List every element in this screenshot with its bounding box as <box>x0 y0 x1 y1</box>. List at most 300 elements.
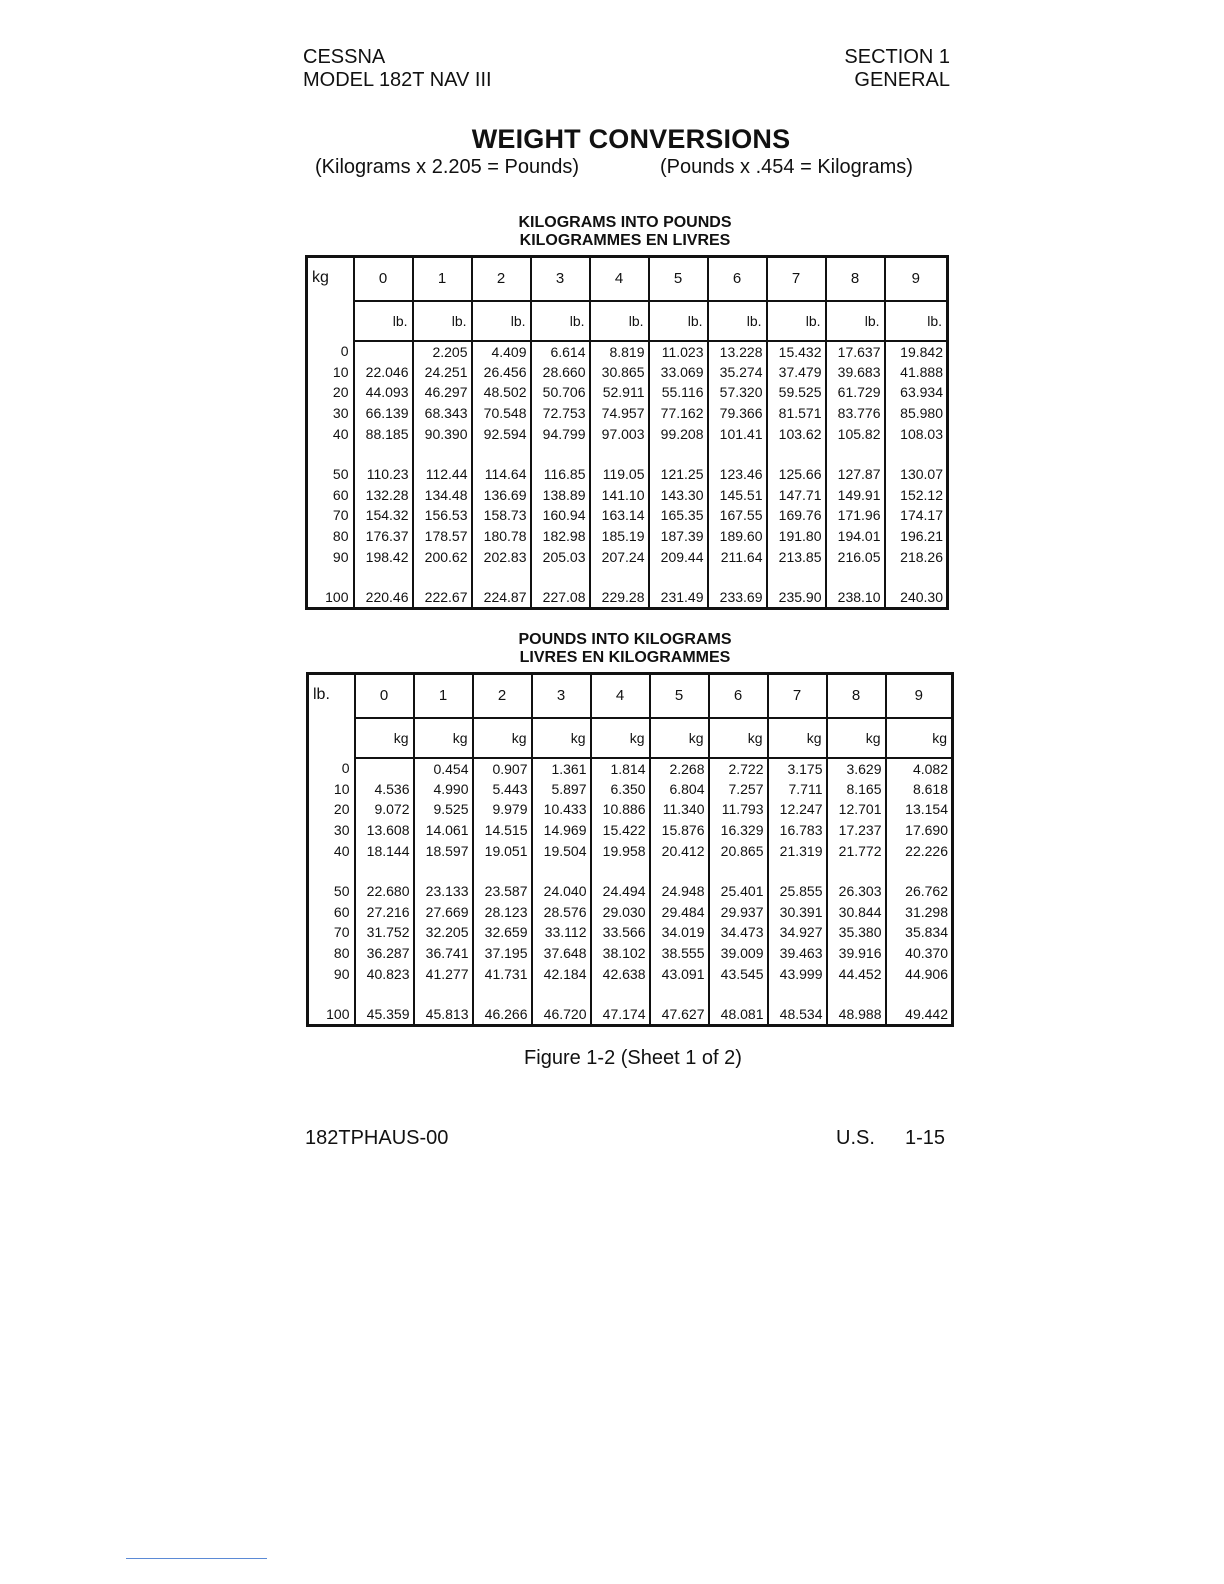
table-cell: 12.247 <box>768 799 827 820</box>
unit-label: kg <box>768 718 827 758</box>
table-cell: 5.443 <box>473 779 532 800</box>
table-cell: 36.741 <box>414 943 473 964</box>
table-row <box>307 587 948 609</box>
table-cell: 220.46 <box>354 587 413 609</box>
table-cell: 185.19 <box>590 526 649 547</box>
table-cell: 48.534 <box>768 1004 827 1026</box>
table-cell: 28.660 <box>531 362 590 383</box>
table-cell: 34.019 <box>650 922 709 943</box>
table-cell: 4.536 <box>355 779 414 800</box>
spacer-row <box>307 567 948 587</box>
column-header: 8 <box>827 674 886 718</box>
table-cell: 6.350 <box>591 779 650 800</box>
table-cell: 119.05 <box>590 464 649 485</box>
table-cell: 24.251 <box>413 362 472 383</box>
table-cell: 7.257 <box>709 779 768 800</box>
table-cell: 154.32 <box>354 505 413 526</box>
table-cell: 229.28 <box>590 587 649 609</box>
table-cell: 238.10 <box>826 587 885 609</box>
table-row <box>308 881 953 902</box>
table-cell: 22.226 <box>886 840 953 861</box>
row-label: 50 <box>333 883 350 900</box>
unit-label: lb. <box>413 301 472 341</box>
table-cell: 130.07 <box>885 464 948 485</box>
table-cell: 2.205 <box>413 341 472 362</box>
table-cell: 189.60 <box>708 526 767 547</box>
unit-label: kg <box>709 718 768 758</box>
table-cell: 138.89 <box>531 484 590 505</box>
table-cell: 5.897 <box>532 779 591 800</box>
table-cell: 0.907 <box>473 758 532 779</box>
table-cell: 21.319 <box>768 840 827 861</box>
row-label: 70 <box>332 507 349 524</box>
table-cell: 4.082 <box>886 758 953 779</box>
unit-label: kg <box>827 718 886 758</box>
table-cell: 27.216 <box>355 901 414 922</box>
table-cell: 25.855 <box>768 881 827 902</box>
table-cell: 116.85 <box>531 464 590 485</box>
table-cell: 110.23 <box>354 464 413 485</box>
table-cell: 92.594 <box>472 423 531 444</box>
table-cell: 23.587 <box>473 881 532 902</box>
row-label: 20 <box>332 384 349 401</box>
table-cell: 39.009 <box>709 943 768 964</box>
table-cell: 19.958 <box>591 840 650 861</box>
table-cell: 127.87 <box>826 464 885 485</box>
table-cell: 40.823 <box>355 963 414 984</box>
table-cell: 37.195 <box>473 943 532 964</box>
column-header: 0 <box>355 674 414 718</box>
table-cell: 47.174 <box>591 1004 650 1026</box>
table-cell: 112.44 <box>413 464 472 485</box>
table-cell <box>354 341 413 362</box>
table-cell: 125.66 <box>767 464 826 485</box>
table-row <box>308 943 953 964</box>
table-cell: 167.55 <box>708 505 767 526</box>
section-name: GENERAL <box>854 69 950 91</box>
table-row <box>308 922 953 943</box>
table-cell: 24.040 <box>532 881 591 902</box>
unit-label: kg <box>355 718 414 758</box>
unit-label: lb. <box>472 301 531 341</box>
row-label: 0 <box>340 343 349 359</box>
table-cell: 33.566 <box>591 922 650 943</box>
table-cell: 48.081 <box>709 1004 768 1026</box>
table1-title-fr: KILOGRAMMES EN LIVRES <box>519 232 731 249</box>
table-cell: 12.701 <box>827 799 886 820</box>
table-cell: 29.937 <box>709 901 768 922</box>
table-row <box>308 779 953 800</box>
table-cell: 191.80 <box>767 526 826 547</box>
table-cell: 74.957 <box>590 403 649 424</box>
unit-label: lb. <box>531 301 590 341</box>
table-row <box>307 403 948 424</box>
unit-label: kg <box>532 718 591 758</box>
row-label: 90 <box>333 965 350 982</box>
table-cell: 31.298 <box>886 901 953 922</box>
table-cell: 35.380 <box>827 922 886 943</box>
table-cell: 19.051 <box>473 840 532 861</box>
table-cell: 224.87 <box>472 587 531 609</box>
table-cell: 35.834 <box>886 922 953 943</box>
table-cell: 103.62 <box>767 423 826 444</box>
model: MODEL 182T NAV III <box>303 69 492 91</box>
table-cell: 43.091 <box>650 963 709 984</box>
unit-label: lb. <box>590 301 649 341</box>
column-header: 1 <box>414 674 473 718</box>
table-cell: 29.484 <box>650 901 709 922</box>
table-cell: 15.432 <box>767 341 826 362</box>
footer-region: U.S. <box>836 1127 875 1149</box>
table-cell: 227.08 <box>531 587 590 609</box>
column-header: 9 <box>886 674 953 718</box>
table-row <box>308 1004 953 1026</box>
unit-label: lb. <box>885 301 948 341</box>
table-cell: 94.799 <box>531 423 590 444</box>
table-cell: 16.329 <box>709 820 768 841</box>
table-cell: 182.98 <box>531 526 590 547</box>
table-cell: 44.906 <box>886 963 953 984</box>
unit-label: kg <box>473 718 532 758</box>
table-cell: 83.776 <box>826 403 885 424</box>
table-cell: 42.184 <box>532 963 591 984</box>
formula-kg-to-lb: (Kilograms x 2.205 = Pounds) <box>315 156 580 178</box>
table-cell: 6.804 <box>650 779 709 800</box>
column-header: 3 <box>532 674 591 718</box>
column-header: 6 <box>708 257 767 301</box>
table-cell: 15.422 <box>591 820 650 841</box>
table-cell: 14.515 <box>473 820 532 841</box>
row-label: 80 <box>332 527 349 544</box>
table-cell: 180.78 <box>472 526 531 547</box>
column-header: 4 <box>590 257 649 301</box>
table-cell: 37.479 <box>767 362 826 383</box>
unit-label: kg <box>650 718 709 758</box>
table-cell: 187.39 <box>649 526 708 547</box>
table-cell: 37.648 <box>532 943 591 964</box>
lb-to-kg-table <box>306 672 954 1027</box>
table2-title-fr: LIVRES EN KILOGRAMMES <box>519 649 731 666</box>
column-header: 5 <box>650 674 709 718</box>
header-row <box>308 674 953 718</box>
table-cell: 20.865 <box>709 840 768 861</box>
manufacturer: CESSNA <box>303 46 386 68</box>
table-row <box>307 464 948 485</box>
table-cell: 30.844 <box>827 901 886 922</box>
unit-label: lb. <box>767 301 826 341</box>
table-cell: 6.614 <box>531 341 590 362</box>
unit-label: lb. <box>708 301 767 341</box>
table-row <box>308 840 953 861</box>
table-row <box>308 963 953 984</box>
table-cell: 194.01 <box>826 526 885 547</box>
unit-label: lb. <box>826 301 885 341</box>
table-cell: 1.814 <box>591 758 650 779</box>
table-cell: 165.35 <box>649 505 708 526</box>
table-cell: 16.783 <box>768 820 827 841</box>
table-cell: 8.165 <box>827 779 886 800</box>
table-cell: 17.237 <box>827 820 886 841</box>
table-cell: 61.729 <box>826 382 885 403</box>
table-cell: 18.144 <box>355 840 414 861</box>
table-cell: 81.571 <box>767 403 826 424</box>
row-label: 90 <box>332 548 349 565</box>
footer-doc-id: 182TPHAUS-00 <box>305 1127 449 1149</box>
table-cell: 163.14 <box>590 505 649 526</box>
table-cell: 18.597 <box>414 840 473 861</box>
table-cell: 57.320 <box>708 382 767 403</box>
column-header: 8 <box>826 257 885 301</box>
header-row <box>307 257 948 301</box>
page-title: WEIGHT CONVERSIONS <box>471 124 791 154</box>
table-cell: 32.659 <box>473 922 532 943</box>
table-cell: 4.990 <box>414 779 473 800</box>
table-cell: 207.24 <box>590 546 649 567</box>
table-cell: 149.91 <box>826 484 885 505</box>
table-cell: 9.525 <box>414 799 473 820</box>
unit-label: lb. <box>649 301 708 341</box>
kg-to-lb-table <box>305 255 949 610</box>
table-cell: 33.069 <box>649 362 708 383</box>
row-label: 60 <box>332 486 349 503</box>
table-cell: 8.618 <box>886 779 953 800</box>
table1-title <box>303 214 947 250</box>
table-cell: 99.208 <box>649 423 708 444</box>
table-cell: 77.162 <box>649 403 708 424</box>
table-cell: 32.205 <box>414 922 473 943</box>
table-cell: 43.545 <box>709 963 768 984</box>
row-label: 40 <box>333 842 350 859</box>
table-cell: 97.003 <box>590 423 649 444</box>
row-label: 60 <box>333 903 350 920</box>
table-cell: 55.116 <box>649 382 708 403</box>
table-cell: 211.64 <box>708 546 767 567</box>
figure-caption: Figure 1-2 (Sheet 1 of 2) <box>524 1047 742 1069</box>
row-label: 100 <box>325 588 349 605</box>
table-cell <box>355 758 414 779</box>
table-cell: 79.366 <box>708 403 767 424</box>
table-cell: 121.25 <box>649 464 708 485</box>
table-cell: 145.51 <box>708 484 767 505</box>
table-cell: 105.82 <box>826 423 885 444</box>
table-cell: 72.753 <box>531 403 590 424</box>
table-cell: 171.96 <box>826 505 885 526</box>
table-cell: 36.287 <box>355 943 414 964</box>
table-cell: 108.03 <box>885 423 948 444</box>
table-cell: 3.175 <box>768 758 827 779</box>
table-cell: 20.412 <box>650 840 709 861</box>
table-cell: 70.548 <box>472 403 531 424</box>
table-cell: 52.911 <box>590 382 649 403</box>
table-cell: 24.494 <box>591 881 650 902</box>
table-cell: 160.94 <box>531 505 590 526</box>
corner-unit-label: kg <box>312 269 329 286</box>
row-label: 50 <box>332 466 349 483</box>
table-cell: 22.046 <box>354 362 413 383</box>
spacer-row <box>308 984 953 1004</box>
table1-title-en: KILOGRAMS INTO POUNDS <box>518 214 732 231</box>
table-cell: 27.669 <box>414 901 473 922</box>
table-cell: 31.752 <box>355 922 414 943</box>
table-cell: 10.433 <box>532 799 591 820</box>
row-label: 10 <box>333 780 350 797</box>
table-row <box>307 341 948 362</box>
table-cell: 46.297 <box>413 382 472 403</box>
table-cell: 14.061 <box>414 820 473 841</box>
table-cell: 218.26 <box>885 546 948 567</box>
table-cell: 134.48 <box>413 484 472 505</box>
table-cell: 17.690 <box>886 820 953 841</box>
header-left <box>303 46 492 92</box>
table-cell: 132.28 <box>354 484 413 505</box>
divider-line <box>126 1558 267 1559</box>
table-cell: 10.886 <box>591 799 650 820</box>
table-cell: 17.637 <box>826 341 885 362</box>
table-cell: 38.555 <box>650 943 709 964</box>
table-row <box>308 758 953 779</box>
table-cell: 46.720 <box>532 1004 591 1026</box>
table-cell: 240.30 <box>885 587 948 609</box>
row-label: 70 <box>333 924 350 941</box>
table-cell: 209.44 <box>649 546 708 567</box>
table-cell: 169.76 <box>767 505 826 526</box>
column-header: 4 <box>591 674 650 718</box>
table-row <box>307 546 948 567</box>
table-cell: 213.85 <box>767 546 826 567</box>
table-cell: 196.21 <box>885 526 948 547</box>
table-cell: 34.927 <box>768 922 827 943</box>
table-cell: 15.876 <box>650 820 709 841</box>
table-cell: 25.401 <box>709 881 768 902</box>
table-cell: 235.90 <box>767 587 826 609</box>
spacer-row <box>308 861 953 881</box>
table-cell: 63.934 <box>885 382 948 403</box>
table-cell: 42.638 <box>591 963 650 984</box>
row-label: 100 <box>326 1005 350 1022</box>
column-header: 9 <box>885 257 948 301</box>
table-cell: 200.62 <box>413 546 472 567</box>
unit-row <box>307 301 948 341</box>
table-cell: 101.41 <box>708 423 767 444</box>
row-label: 10 <box>332 363 349 380</box>
column-header: 3 <box>531 257 590 301</box>
table-cell: 141.10 <box>590 484 649 505</box>
table-cell: 152.12 <box>885 484 948 505</box>
table-cell: 14.969 <box>532 820 591 841</box>
table-cell: 19.504 <box>532 840 591 861</box>
table2-title <box>303 631 947 667</box>
table-cell: 21.772 <box>827 840 886 861</box>
table-cell: 158.73 <box>472 505 531 526</box>
table-cell: 49.442 <box>886 1004 953 1026</box>
column-header: 7 <box>767 257 826 301</box>
table-cell: 156.53 <box>413 505 472 526</box>
row-label: 30 <box>332 404 349 421</box>
spacer-row <box>307 444 948 464</box>
table-cell: 44.093 <box>354 382 413 403</box>
section-number: SECTION 1 <box>844 46 950 68</box>
column-header: 2 <box>473 674 532 718</box>
table-cell: 2.722 <box>709 758 768 779</box>
unit-label: kg <box>414 718 473 758</box>
table-cell: 11.023 <box>649 341 708 362</box>
table-cell: 222.67 <box>413 587 472 609</box>
table-cell: 30.391 <box>768 901 827 922</box>
table-row <box>307 362 948 383</box>
table-cell: 176.37 <box>354 526 413 547</box>
table-cell: 11.340 <box>650 799 709 820</box>
table-cell: 26.456 <box>472 362 531 383</box>
table2-title-en: POUNDS INTO KILOGRAMS <box>518 631 732 648</box>
table-cell: 38.102 <box>591 943 650 964</box>
table-row <box>308 820 953 841</box>
table-cell: 39.463 <box>768 943 827 964</box>
table-cell: 123.46 <box>708 464 767 485</box>
header-right <box>844 46 950 92</box>
table-cell: 7.711 <box>768 779 827 800</box>
table-cell: 3.629 <box>827 758 886 779</box>
table-cell: 143.30 <box>649 484 708 505</box>
table-row <box>307 526 948 547</box>
column-header: 7 <box>768 674 827 718</box>
table-cell: 0.454 <box>414 758 473 779</box>
table-cell: 39.683 <box>826 362 885 383</box>
footer-page: 1-15 <box>905 1127 946 1149</box>
table-row <box>307 505 948 526</box>
table-cell: 28.123 <box>473 901 532 922</box>
table-cell: 1.361 <box>532 758 591 779</box>
table-cell: 26.303 <box>827 881 886 902</box>
table-cell: 48.502 <box>472 382 531 403</box>
corner-unit-label: lb. <box>313 686 330 703</box>
table-cell: 50.706 <box>531 382 590 403</box>
table-cell: 66.139 <box>354 403 413 424</box>
table-cell: 205.03 <box>531 546 590 567</box>
table-cell: 47.627 <box>650 1004 709 1026</box>
table-cell: 178.57 <box>413 526 472 547</box>
table-cell: 46.266 <box>473 1004 532 1026</box>
unit-row <box>308 718 953 758</box>
table-cell: 48.988 <box>827 1004 886 1026</box>
table-cell: 174.17 <box>885 505 948 526</box>
table-row <box>307 484 948 505</box>
table-cell: 22.680 <box>355 881 414 902</box>
row-label: 80 <box>333 944 350 961</box>
table-cell: 45.359 <box>355 1004 414 1026</box>
table-cell: 43.999 <box>768 963 827 984</box>
row-label: 0 <box>341 760 350 776</box>
column-header: 5 <box>649 257 708 301</box>
table-cell: 29.030 <box>591 901 650 922</box>
table-cell: 34.473 <box>709 922 768 943</box>
column-header: 0 <box>354 257 413 301</box>
table-cell: 30.865 <box>590 362 649 383</box>
table-cell: 40.370 <box>886 943 953 964</box>
table-cell: 35.274 <box>708 362 767 383</box>
table-cell: 147.71 <box>767 484 826 505</box>
table-cell: 13.154 <box>886 799 953 820</box>
table-cell: 202.83 <box>472 546 531 567</box>
table-cell: 41.731 <box>473 963 532 984</box>
table-row <box>308 799 953 820</box>
table-cell: 88.185 <box>354 423 413 444</box>
table-cell: 2.268 <box>650 758 709 779</box>
table-cell: 216.05 <box>826 546 885 567</box>
table-cell: 85.980 <box>885 403 948 424</box>
table-cell: 28.576 <box>532 901 591 922</box>
row-label: 20 <box>333 801 350 818</box>
table-cell: 114.64 <box>472 464 531 485</box>
